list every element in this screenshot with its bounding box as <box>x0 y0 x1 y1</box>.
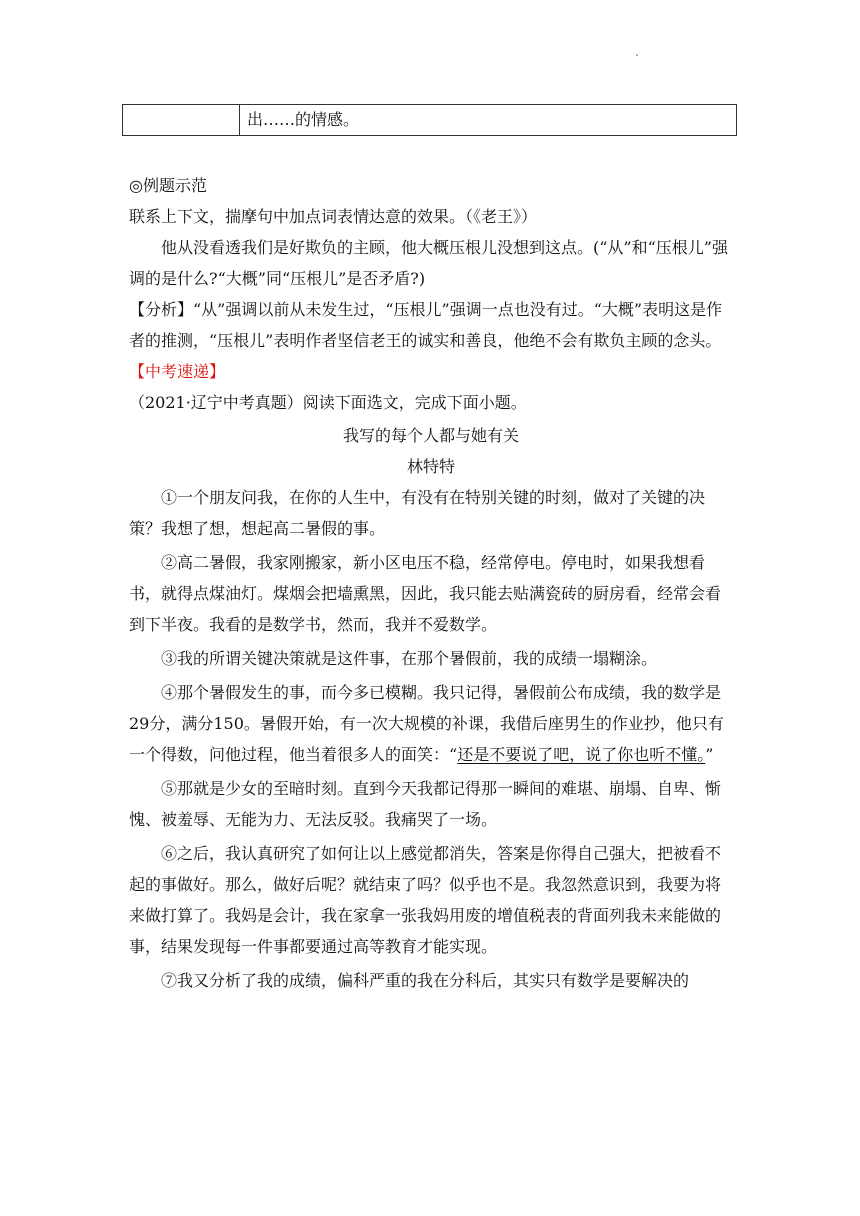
exam-heading: 【中考速递】 <box>129 362 226 381</box>
example-instruction: 联系上下文，揣摩句中加点词表情达意的效果。（《老王》） <box>129 207 538 226</box>
essay-paragraph-4 <box>129 677 733 770</box>
exam-source: （2021·辽宁中考真题）阅读下面选文，完成下面小题。 <box>129 393 527 412</box>
example-analysis: 【分析】“从”强调以前从未发生过，“压根儿”强调一点也没有过。“大概”表明这是作者的推测，“压根儿”表明作者坚信老王的诚实和善良，他绝不会有欺负主顾的念头。 <box>129 300 723 350</box>
page-dot <box>636 54 638 56</box>
essay-paragraph-6: ⑥之后，我认真研究了如何让以上感觉都消失，答案是你得自己强大，把被看不起的事做好。那么，做好后呢？就结束了吗？似乎也不是。我忽然意识到，我要为将来做打算了。我妈是会计，我在家拿一张我妈用废的增值税表的背面列我未来能做的事，结果发现每一件事都要通过高等教育才能实现。 <box>129 844 722 956</box>
table-right-cell: 出……的情感。 <box>247 110 360 129</box>
essay <box>129 420 733 996</box>
document-body <box>129 170 733 999</box>
table-left-cell <box>123 105 240 135</box>
essay-title: 我写的每个人都与她有关 <box>342 426 519 445</box>
continuation-table <box>122 104 737 136</box>
essay-paragraph-2: ②高二暑假，我家刚搬家，新小区电压不稳，经常停电。停电时，如果我想看书，就得点煤油灯。煤烟会把墙熏黑，因此，我只能去贴满瓷砖的厨房看，经常会看到下半夜。我看的是数学书，然而，我并不爱数学。 <box>129 553 722 634</box>
paragraph-4-text: ④那个暑假发生的事，而今多已模糊。我只记得，暑假前公布成绩，我的数学是29分，满分150。暑假开始，有一次大规模的补课，我借后座男生的作业抄，他只有一个得数，问他过程，他当着很多人的面笑：“ <box>129 683 724 764</box>
essay-author: 林特特 <box>406 457 455 476</box>
essay-paragraph-7: ⑦我又分析了我的成绩，偏科严重的我在分科后，其实只有数学是要解决的 <box>161 971 690 990</box>
underlined-quote: 还是不要说了吧，说了你也听不懂。 <box>457 745 706 764</box>
essay-paragraph-1: ①一个朋友问我，在你的人生中，有没有在特别关键的时刻，做对了关键的决策？我想了想，想起高二暑假的事。 <box>129 488 706 538</box>
essay-paragraph-5: ⑤那就是少女的至暗时刻。直到今天我都记得那一瞬间的难堪、崩塌、自卑、惭愧、被羞辱、无能为力、无法反驳。我痛哭了一场。 <box>129 779 722 829</box>
paragraph-4-closing-quote: ” <box>705 745 714 764</box>
essay-paragraph-3: ③我的所谓关键决策就是这件事，在那个暑假前，我的成绩一塌糊涂。 <box>161 649 658 668</box>
example-heading: ◎例题示范 <box>129 176 207 195</box>
example-question: 他从没看透我们是好欺负的主顾，他大概压根儿没想到这点。(“从”和“压根儿”强调的是什么?“大概”同“压根儿”是否矛盾?) <box>129 238 728 288</box>
